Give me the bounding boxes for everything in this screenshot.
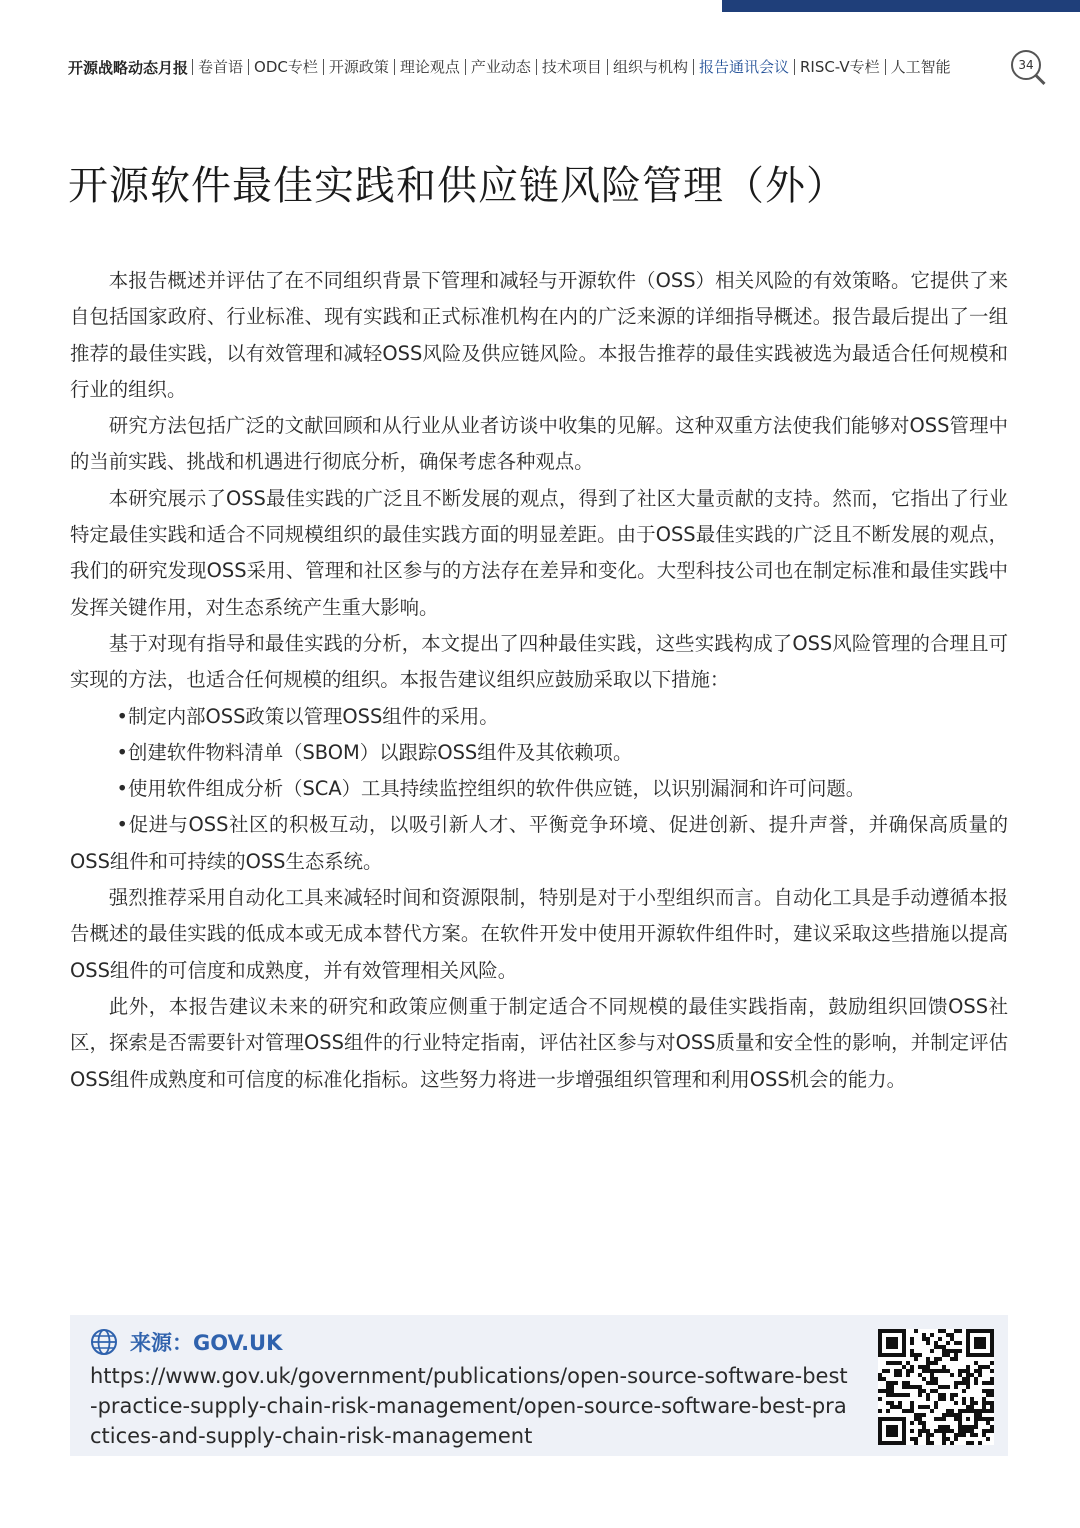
source-label-row [90,1329,282,1355]
page-number-badge [1011,50,1051,90]
publication-name: 开源战略动态月报 [68,58,189,77]
bullet-item: •创建软件物料清单（SBOM）以跟踪OSS组件及其依赖项。 [116,740,633,764]
nav-item-3[interactable]: 开源政策 [323,59,394,75]
paragraph: 研究方法包括广泛的文献回顾和从行业从业者访谈中收集的见解。这种双重方法使我们能够对OSS管理中的当前实践、挑战和机遇进行彻底分析，确保考虑各种观点。 [70,414,1008,474]
qr-code-icon[interactable] [878,1329,994,1445]
article-body [70,263,1008,1098]
magnifier-handle-icon [1035,74,1046,85]
nav-item-6[interactable]: 技术项目 [536,59,607,75]
nav-item-9[interactable]: RISC-V专栏 [794,59,885,75]
globe-icon [90,1328,118,1356]
nav-item-4[interactable]: 理论观点 [394,59,465,75]
paragraph: 本报告概述并评估了在不同组织背景下管理和减轻与开源软件（OSS）相关风险的有效策略。它提供了来自包括国家政府、行业标准、现有实践和正式标准机构在内的广泛来源的详细指导概述。报告最后提出了一组推荐的最佳实践，以有效管理和减轻OSS风险及供应链风险。本报告推荐的最佳实践被选为最适合任何规模和行业的组织。 [70,269,1008,401]
nav-item-10[interactable]: 人工智能 [885,59,956,75]
nav-item-7[interactable]: 组织与机构 [607,59,693,75]
source-box [70,1315,1008,1456]
bullet-item: •使用软件组成分析（SCA）工具持续监控组织的软件供应链，以识别漏洞和许可问题。 [116,777,866,801]
page-number: 34 [1011,50,1041,80]
source-label: 来源：GOV.UK [130,1331,283,1355]
paragraph: 基于对现有指导和最佳实践的分析，本文提出了四种最佳实践，这些实践构成了OSS风险管理的合理且可实现的方法，也适合任何规模的组织。本报告建议组织应鼓励采取以下措施： [70,631,1008,692]
bullet-item: •促进与OSS社区的积极互动，以吸引新人才、平衡竞争环境、促进创新、提升声誉，并确保高质量的OSS组件和可持续的OSS生态系统。 [70,813,1008,873]
source-url[interactable]: https://www.gov.uk/government/publications/open-source-software-best-practice-supply-chain-risk-management/open-source-software-best-practices-and-supply-chain-risk-management [90,1364,848,1448]
nav-item-8[interactable]: 报告通讯会议 [693,59,794,75]
paragraph: 强烈推荐采用自动化工具来减轻时间和资源限制，特别是对于小型组织而言。自动化工具是手动遵循本报告概述的最佳实践的低成本或无成本替代方案。在软件开发中使用开源软件组件时，建议采取这些措施以提高OSS组件的可信度和成熟度，并有效管理相关风险。 [70,886,1008,982]
bullet-item: •制定内部OSS政策以管理OSS组件的采用。 [116,704,499,728]
running-header [68,52,1008,82]
paragraph: 本研究展示了OSS最佳实践的广泛且不断发展的观点，得到了社区大量贡献的支持。然而，它指出了行业特定最佳实践和适合不同规模组织的最佳实践方面的明显差距。由于OSS最佳实践的广泛且不断发展的观点，我们的研究发现OSS采用、管理和社区参与的方法存在差异和变化。大型科技公司也在制定标准和最佳实践中发挥关键作用，对生态系统产生重大影响。 [70,486,1008,619]
nav-item-2[interactable]: ODC专栏 [248,59,323,75]
top-accent-bar [722,0,1080,12]
paragraph: 此外，本报告建议未来的研究和政策应侧重于制定适合不同规模的最佳实践指南，鼓励组织回馈OSS社区，探索是否需要针对管理OSS组件的行业特定指南，评估社区参与对OSS质量和安全性的影响，并制定评估OSS组件成熟度和可信度的标准化指标。这些努力将进一步增强组织管理和利用OSS机会的能力。 [70,994,1008,1091]
article-title: 开源软件最佳实践和供应链风险管理（外） [68,163,847,209]
nav-item-5[interactable]: 产业动态 [465,59,536,75]
nav-item-1[interactable]: 卷首语 [192,59,248,75]
